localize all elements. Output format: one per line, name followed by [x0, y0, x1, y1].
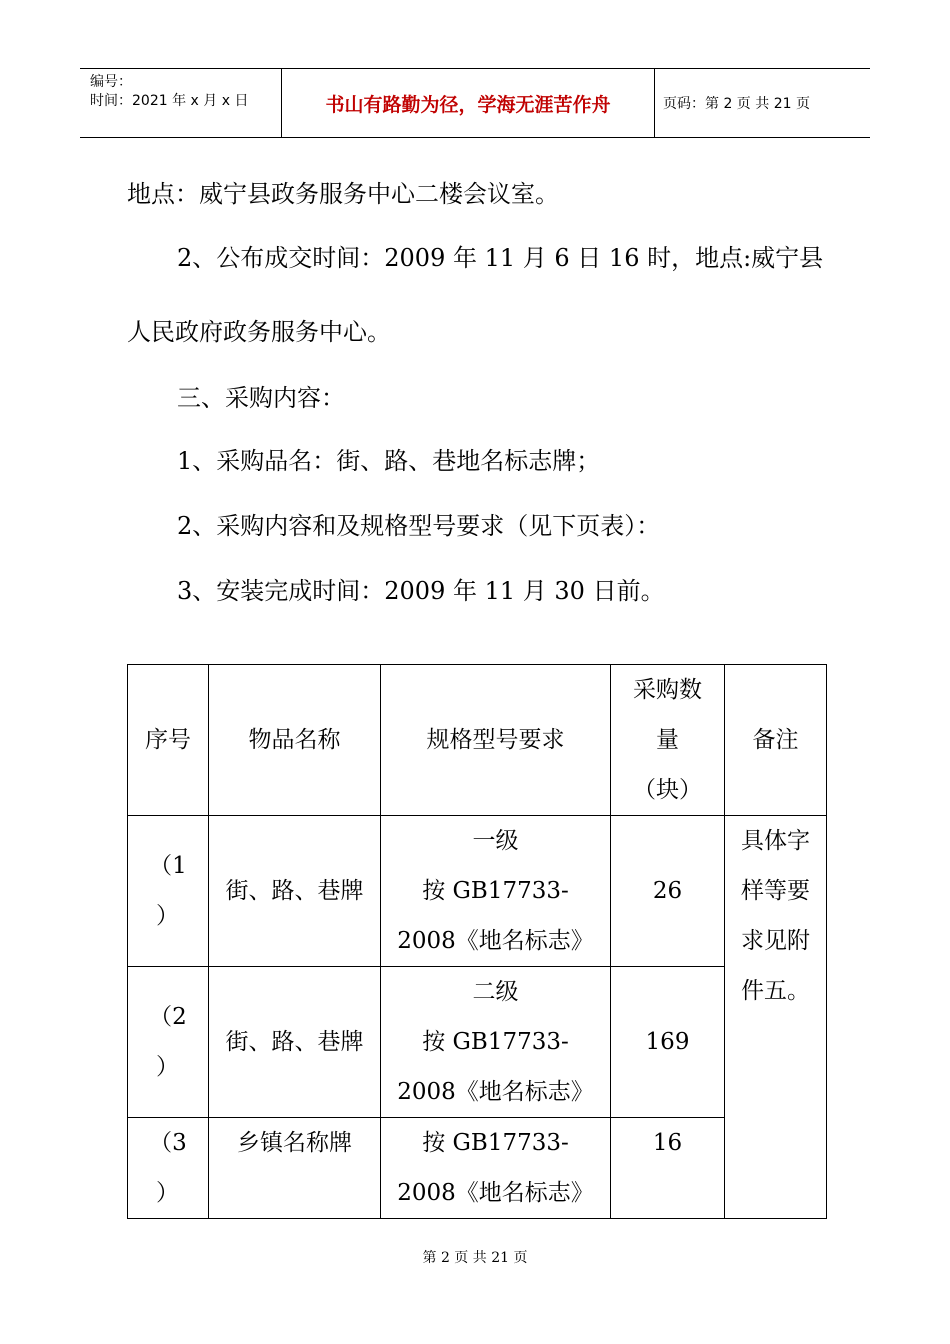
procurement-table [127, 664, 827, 1219]
row-spec: 一级 按 GB17733- 2008《地名标志》 [381, 816, 611, 967]
row-spec: 按 GB17733- 2008《地名标志》 [381, 1118, 611, 1219]
row-item-name: 街、路、巷牌 [209, 816, 381, 967]
paragraph-item-name: 1、采购品名：街、路、巷地名标志牌； [177, 447, 601, 475]
paragraph-announce-place: 人民政府政务服务中心。 [127, 318, 391, 346]
paragraph-spec: 2、采购内容和及规格型号要求（见下页表）： [177, 512, 661, 540]
row-item-name: 街、路、巷牌 [209, 967, 381, 1118]
header-seq: 序号 [128, 665, 209, 816]
table-row [128, 816, 827, 967]
document-date: 时间：2021 年 x 月 x 日 [90, 93, 249, 109]
row-seq: （3 ） [128, 1118, 209, 1219]
page-footer: 第 2 页 共 21 页 [422, 1250, 528, 1266]
paragraph-location: 地点：威宁县政务服务中心二楼会议室。 [127, 180, 559, 208]
row-spec: 二级 按 GB17733- 2008《地名标志》 [381, 967, 611, 1118]
row-quantity: 169 [611, 967, 725, 1118]
paragraph-announce-time: 2、公布成交时间：2009 年 11 月 6 日 16 时，地点:威宁县 [177, 244, 824, 272]
row-item-name: 乡镇名称牌 [209, 1118, 381, 1219]
document-number-label: 编号： [90, 74, 132, 90]
header-note: 备注 [725, 665, 827, 816]
header-motto: 书山有路勤为径，学海无涯苦作舟 [281, 69, 655, 137]
row-quantity: 26 [611, 816, 725, 967]
row-quantity: 16 [611, 1118, 725, 1219]
row-note: 具体字 样等要 求见附 件五。 [725, 816, 827, 1219]
table-row [128, 1118, 827, 1219]
section-heading: 三、采购内容： [177, 384, 345, 412]
table-header-row [128, 665, 827, 816]
page-header [80, 68, 870, 138]
header-meta [80, 69, 281, 137]
header-spec: 规格型号要求 [381, 665, 611, 816]
header-page-info: 页码：第 2 页 共 21 页 [663, 96, 810, 112]
table-row [128, 967, 827, 1118]
header-quantity: 采购数 量 （块） [611, 665, 725, 816]
header-item-name: 物品名称 [209, 665, 381, 816]
paragraph-install-time: 3、安装完成时间：2009 年 11 月 30 日前。 [177, 577, 665, 605]
row-seq: （2 ） [128, 967, 209, 1118]
row-seq: （1 ） [128, 816, 209, 967]
